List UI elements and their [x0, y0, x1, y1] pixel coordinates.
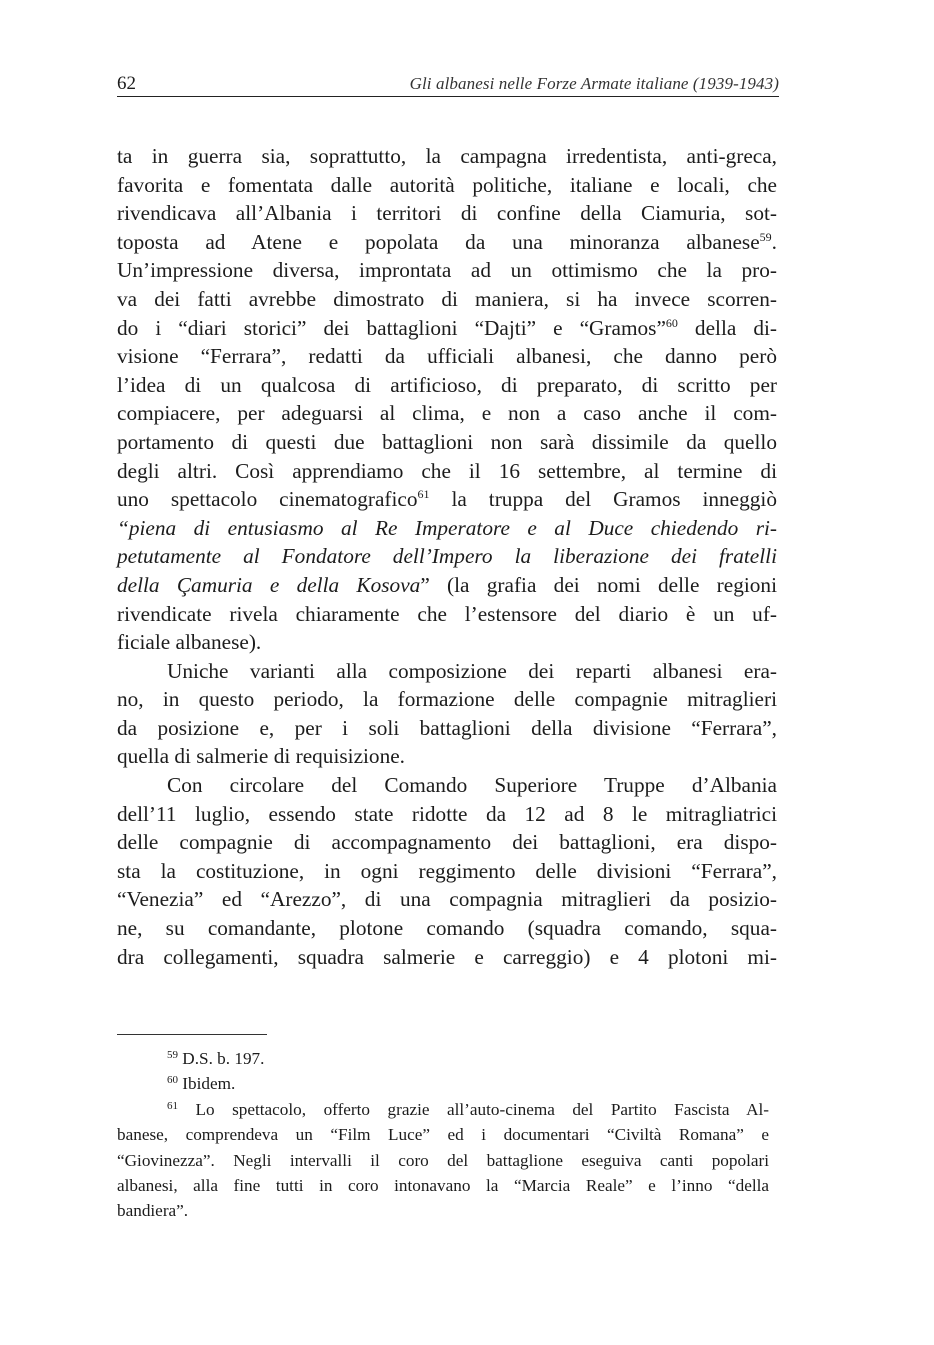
- text-run: della di-: [677, 315, 777, 340]
- text-line: visione “Ferrara”, redatti da ufficiali albanesi, che danno però: [117, 344, 777, 369]
- text-line: dell’11 luglio, essendo state ridotte da 12 ad 8 le mitragliatrici: [117, 801, 777, 826]
- text-run: la truppa del Gramos inneggiò: [429, 487, 777, 512]
- main-text: [117, 142, 777, 971]
- page-number: 62: [117, 73, 136, 94]
- quoted-text-line: petutamente al Fondatore dell’Impero la liberazione dei fratelli: [117, 544, 777, 569]
- text-line: da posizione e, per i soli battaglioni della divisione “Ferrara”,: [117, 715, 777, 740]
- text-run: .: [771, 229, 777, 254]
- text-line: portamento di questi due battaglioni non sarà dissimile da quello: [117, 429, 777, 454]
- text-line: [117, 314, 777, 343]
- footnote-61: [117, 1097, 769, 1122]
- footnotes: [117, 1046, 769, 1224]
- text-run: ” (la grafia dei nomi delle regioni: [420, 572, 777, 597]
- quoted-text-line: “piena di entusiasmo al Re Imperatore e al Duce chiedendo ri-: [117, 515, 777, 540]
- text-run: toposta ad Atene e popolata da una minoranza albanese: [117, 229, 760, 254]
- footnote-line: “Giovinezza”. Negli intervalli il coro del battaglione eseguiva canti popolari: [117, 1150, 769, 1170]
- text-line: “Venezia” ed “Arezzo”, di una compagnia mitraglieri da posizio-: [117, 887, 777, 912]
- quoted-text-run: della Çamuria e della Kosova: [117, 572, 421, 597]
- footnote-line: albanesi, alla fine tutti in coro intonavano la “Marcia Reale” e l’inno “della: [117, 1176, 769, 1196]
- running-title: Gli albanesi nelle Forze Armate italiane (1939-1943): [409, 74, 779, 93]
- footnote-59: [117, 1046, 769, 1071]
- footnote-text: Ibidem.: [178, 1074, 236, 1094]
- footnote-line: banese, comprendeva un “Film Luce” ed i documentari “Civiltà Romana” e: [117, 1125, 769, 1145]
- footnote-line: bandiera”.: [117, 1201, 189, 1221]
- page-header: [117, 72, 779, 97]
- text-line: ne, su comandante, plotone comando (squadra comando, squa-: [117, 916, 777, 941]
- text-line: Con circolare del Comando Superiore Truppe d’Albania: [167, 773, 777, 798]
- footnote-ref-60[interactable]: 60: [665, 315, 678, 330]
- text-line: degli altri. Così apprendiamo che il 16 settembre, al termine di: [117, 458, 777, 483]
- text-line: [117, 571, 777, 600]
- text-line: rivendicava all’Albania i territori di confine della Ciamuria, sot-: [117, 201, 777, 226]
- footnote-60: [117, 1071, 769, 1096]
- footnote-number: 61: [167, 1099, 178, 1112]
- footnote-divider: [117, 1034, 267, 1035]
- footnote-text: Lo spettacolo, offerto grazie all’auto-cinema del Partito Fascista Al-: [178, 1099, 769, 1119]
- text-line: [117, 228, 777, 257]
- text-line: favorita e fomentata dalle autorità politiche, italiane e locali, che: [117, 172, 777, 197]
- text-line: Uniche varianti alla composizione dei reparti albanesi era-: [167, 658, 777, 683]
- footnote-ref-61[interactable]: 61: [417, 487, 430, 502]
- text-line: l’idea di un qualcosa di artificioso, di preparato, di scritto per: [117, 372, 777, 397]
- text-line: va dei fatti avrebbe dimostrato di maniera, si ha invece scorren-: [117, 286, 777, 311]
- text-line: sta la costituzione, in ogni reggimento delle divisioni “Ferrara”,: [117, 858, 777, 883]
- text-line: dra collegamenti, squadra salmerie e carreggio) e 4 plotoni mi-: [117, 944, 777, 969]
- footnote-text: D.S. b. 197.: [178, 1049, 265, 1068]
- text-line: Un’impressione diversa, improntata ad un ottimismo che la pro-: [117, 258, 777, 283]
- text-line: delle compagnie di accompagnamento dei battaglioni, era dispo-: [117, 830, 777, 855]
- text-line: compiacere, per adeguarsi al clima, e non a caso anche il com-: [117, 401, 777, 426]
- text-line: no, in questo periodo, la formazione delle compagnie mitraglieri: [117, 687, 777, 712]
- text-line: rivendicate rivela chiaramente che l’estensore del diario è un uf-: [117, 601, 777, 626]
- footnote-ref-59[interactable]: 59: [759, 229, 772, 244]
- text-run: uno spettacolo cinematografico: [117, 487, 418, 512]
- text-line: ficiale albanese).: [117, 630, 262, 655]
- text-line: ta in guerra sia, soprattutto, la campagna irredentista, anti-greca,: [117, 144, 777, 168]
- footnote-number: 60: [167, 1074, 178, 1087]
- text-line: quella di salmerie di requisizione.: [117, 744, 406, 769]
- text-line: [117, 485, 777, 514]
- footnote-number: 59: [167, 1049, 178, 1061]
- text-run: do i “diari storici” dei battaglioni “Dajti” e “Gramos”: [117, 315, 666, 340]
